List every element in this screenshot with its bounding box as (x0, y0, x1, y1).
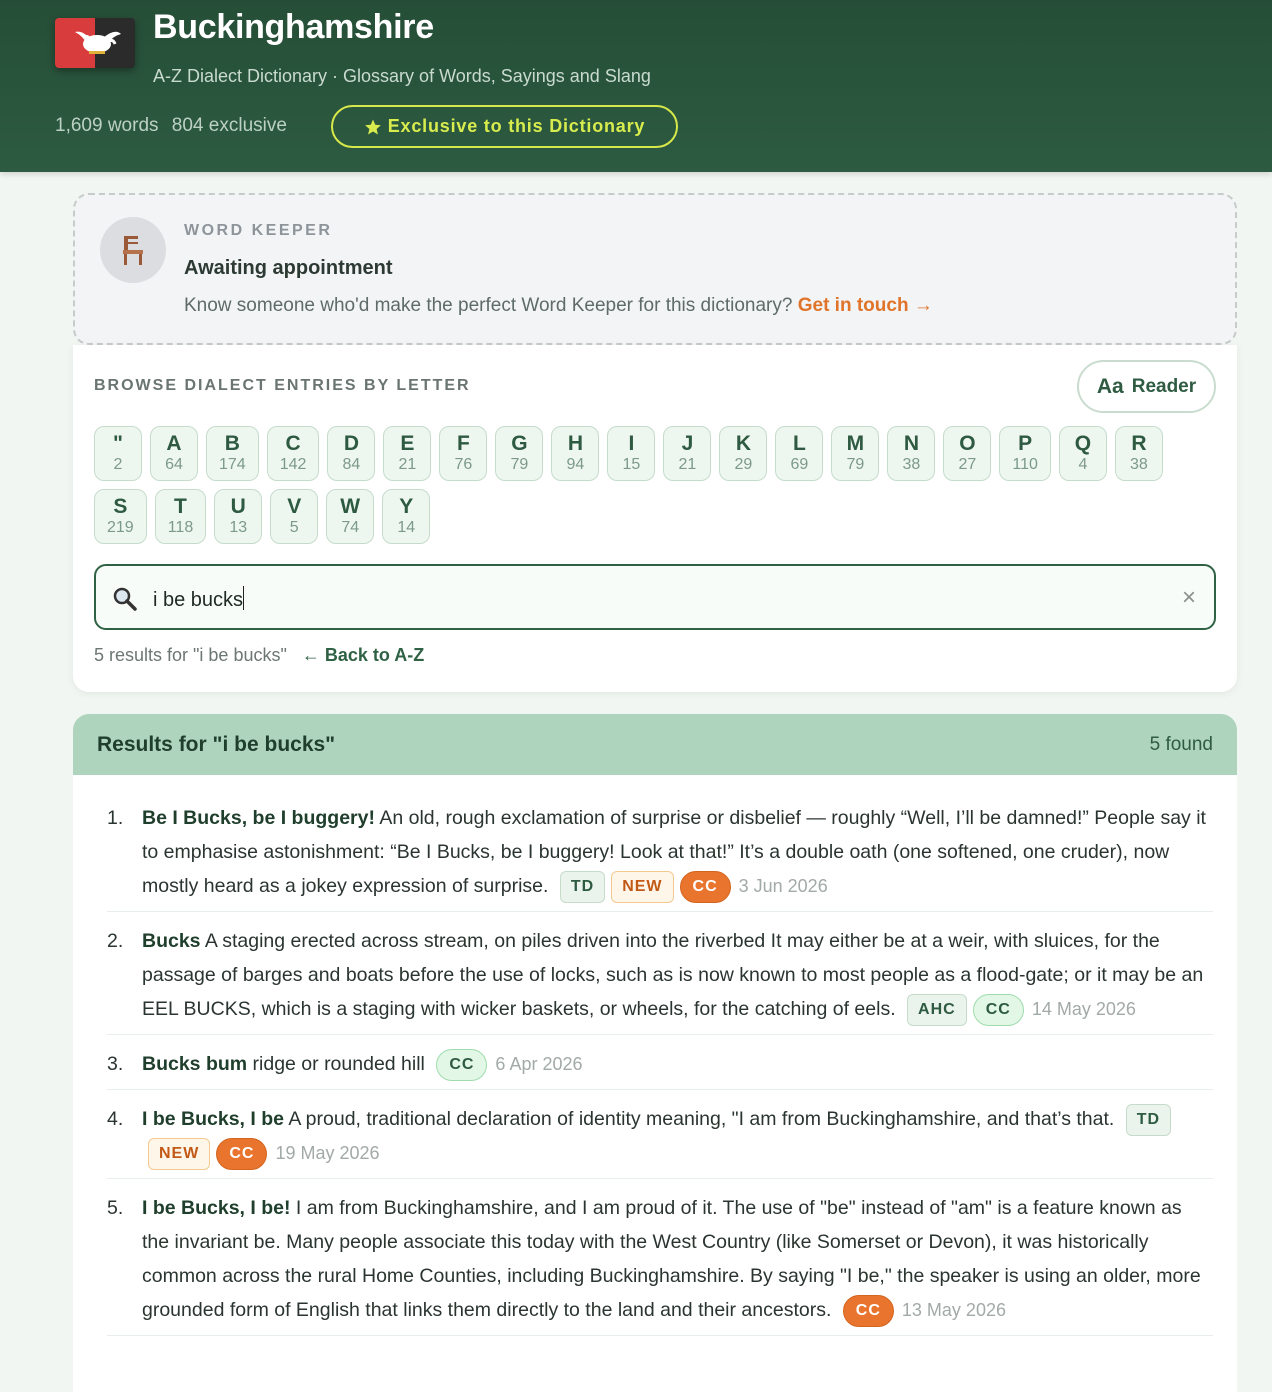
letter-count: 69 (790, 455, 809, 473)
results-title: Results for "i be bucks" (97, 732, 336, 756)
letter-count: 118 (167, 518, 194, 536)
letter-u[interactable] (214, 489, 262, 544)
letter-count: 14 (397, 518, 416, 536)
entry-number: 1. (107, 807, 124, 829)
letter-count: 38 (902, 455, 921, 473)
letter-label: V (287, 494, 302, 518)
star-icon (364, 118, 382, 136)
results-header (73, 714, 1237, 775)
entry-date: 14 May 2026 (1031, 999, 1136, 1019)
letter-count: 21 (398, 455, 417, 473)
entry-body (142, 1191, 1213, 1327)
letter-label: N (903, 431, 919, 455)
entry-word[interactable]: Bucks (142, 930, 201, 952)
tag-cc-badge[interactable]: CC (680, 871, 731, 903)
list-item[interactable] (107, 1102, 1213, 1179)
results-count: 5 found (1149, 733, 1213, 755)
search-result-meta (94, 645, 424, 666)
word-keeper-status: Awaiting appointment (184, 257, 393, 279)
letter-label: P (1018, 431, 1033, 455)
letter-index (94, 426, 1204, 544)
letter-l[interactable] (775, 426, 823, 481)
close-icon[interactable]: × (1181, 584, 1196, 611)
letter-count: 21 (678, 455, 697, 473)
letter-r[interactable] (1115, 426, 1163, 481)
word-keeper-text (184, 295, 933, 317)
letter-label: H (567, 431, 583, 455)
site-subtitle: A-Z Dialect Dictionary · Glossary of Words, Sayings and Slang (153, 66, 651, 86)
entry-number: 5. (107, 1197, 124, 1219)
word-keeper-label: WORD KEEPER (184, 222, 333, 239)
letter-label: U (230, 494, 246, 518)
letter-label: I (628, 431, 635, 455)
entry-word[interactable]: I be Bucks, I be (142, 1108, 284, 1130)
letter-a[interactable] (150, 426, 198, 481)
search-result-count: 5 results for "i be bucks" (94, 645, 287, 665)
letter-count: 5 (289, 518, 299, 536)
letter-count: 15 (622, 455, 641, 473)
entry-date: 6 Apr 2026 (495, 1054, 583, 1074)
letter-label: T (174, 494, 187, 518)
letter-b[interactable] (206, 426, 259, 481)
letter-count: 110 (1012, 455, 1038, 473)
tag-new-badge[interactable]: NEW (148, 1138, 210, 1170)
letter-label: W (340, 494, 361, 518)
word-keeper-card (73, 193, 1237, 345)
letter-c[interactable] (267, 426, 320, 481)
letter-i[interactable] (607, 426, 655, 481)
entry-number: 4. (107, 1108, 124, 1130)
letter-count: 74 (341, 518, 360, 536)
letter-label: F (456, 431, 470, 455)
entry-body (142, 924, 1213, 1026)
letter-label: K (735, 431, 751, 455)
letter-label: G (511, 431, 528, 455)
tag-cc-badge[interactable]: CC (216, 1138, 267, 1170)
letter-count: 79 (846, 455, 865, 473)
letter-g[interactable] (495, 426, 543, 481)
results-card (73, 714, 1237, 1392)
list-item[interactable] (107, 801, 1213, 912)
letter-m[interactable] (831, 426, 879, 481)
letter-count: 84 (342, 455, 361, 473)
letter-d[interactable] (327, 426, 375, 481)
entry-definition: A staging erected across stream, on piles driven into the riverbed It may either be at a weir, with sluices, for the passage of barges and boats before the use of locks, such as is now known to most people as a flood-gate; or it may be an EEL BUCKS, which is a staging with wicker baskets, or wheels, for the catching of eels. (142, 930, 1204, 1020)
results-list (73, 775, 1237, 1336)
letter-o[interactable] (943, 426, 991, 481)
entry-word[interactable]: Be I Bucks, be I buggery! (142, 807, 375, 829)
exclusive-badge-label: Exclusive to this Dictionary (387, 116, 646, 136)
site-header (0, 0, 1272, 172)
site-title: Buckinghamshire (153, 8, 434, 46)
word-stats (55, 115, 295, 137)
letter-count: 2 (113, 455, 123, 473)
browse-card (73, 345, 1237, 692)
entry-date: 13 May 2026 (901, 1300, 1006, 1320)
county-flag-icon (55, 18, 135, 68)
list-item[interactable] (107, 924, 1213, 1035)
letter-label: Y (399, 494, 414, 518)
reader-button[interactable] (1077, 360, 1216, 413)
list-item[interactable] (107, 1047, 1213, 1090)
exclusive-badge[interactable] (331, 105, 678, 148)
entry-number: 3. (107, 1053, 124, 1075)
get-in-touch-link[interactable]: Get in touch → (797, 295, 933, 316)
letter-count: 142 (279, 455, 307, 473)
entry-date: 3 Jun 2026 (738, 876, 828, 896)
letter-count: 29 (734, 455, 753, 473)
letter-k[interactable] (719, 426, 767, 481)
letter-p[interactable] (999, 426, 1051, 481)
tag-cc-badge[interactable]: CC (973, 994, 1024, 1026)
letter-count: 64 (165, 455, 183, 473)
letter-s[interactable] (94, 489, 147, 544)
letter-count: 4 (1078, 455, 1088, 473)
letter-count: 13 (229, 518, 248, 536)
entry-body (142, 801, 1213, 903)
search-value: i be bucks (153, 586, 244, 612)
letter-label: Q (1074, 431, 1092, 455)
letter-label: C (285, 431, 301, 455)
letter-f[interactable] (439, 426, 487, 481)
entry-definition: An old, rough exclamation of surprise or disbelief — roughly “Well, I’ll be damned!” People say it to emphasise astonishment: “Be I Bucks, be I buggery! Look at that!” It’s a double oath (one softened, one cruder), now mostly heard as a jokey expression of surprise. (142, 807, 1206, 897)
tag-td-badge[interactable]: TD (1126, 1104, 1171, 1136)
letter-count: 219 (107, 518, 134, 536)
letter-j[interactable] (663, 426, 711, 481)
letter-label: E (400, 431, 415, 455)
letter-label: R (1131, 431, 1147, 455)
entry-body (142, 1102, 1213, 1170)
list-item[interactable] (107, 1191, 1213, 1336)
entry-date: 19 May 2026 (275, 1143, 380, 1163)
letter-label: A (166, 431, 182, 455)
chair-icon (100, 217, 166, 283)
letter-count: 174 (219, 455, 246, 473)
letter-t[interactable] (155, 489, 207, 544)
letter-y[interactable] (382, 489, 430, 544)
search-icon (112, 586, 138, 612)
letter-label: J (681, 431, 694, 455)
letter-v[interactable] (270, 489, 318, 544)
letter-label: L (792, 431, 806, 455)
tag-td-badge[interactable]: TD (560, 871, 605, 903)
letter-e[interactable] (383, 426, 431, 481)
back-to-az-link[interactable]: ← Back to A-Z (301, 645, 425, 665)
reader-aa-icon: Aa (1096, 374, 1124, 398)
letter-label: D (343, 431, 359, 455)
entry-definition: A proud, traditional declaration of identity meaning, "I am from Buckinghamshire, and that’s that. (288, 1108, 1115, 1130)
letter-label: B (224, 431, 240, 455)
tag-ahc-badge[interactable]: AHC (907, 994, 967, 1026)
entry-body (142, 1047, 1213, 1081)
entry-number: 2. (107, 930, 124, 952)
letter-q[interactable] (1059, 426, 1107, 481)
word-count: 1,609 words (55, 115, 159, 136)
exclusive-count: 804 exclusive (171, 115, 287, 136)
letter-count: 27 (958, 455, 977, 473)
tag-cc-badge[interactable]: CC (436, 1049, 487, 1081)
entry-definition: I am from Buckinghamshire, and I am proud of it. The use of "be" instead of "am" is a feature known as the invariant be. Many people associate this today with the West Country (like Somerset or Devon), it was historically common across the rural Home Counties, including Buckinghamshire. By saying "I be," the speaker is using an older, more grounded form of English that links them directly to the land and their ancestors. (142, 1197, 1201, 1321)
letter-label: M (846, 431, 865, 455)
entry-definition: ridge or rounded hill (252, 1053, 425, 1075)
letter-count: 79 (510, 455, 529, 473)
search-input[interactable] (94, 564, 1216, 630)
entry-word[interactable]: I be Bucks, I be! (142, 1197, 291, 1219)
tag-new-badge[interactable]: NEW (611, 871, 673, 903)
letter-w[interactable] (326, 489, 374, 544)
entry-word[interactable]: Bucks bum (142, 1053, 248, 1075)
word-keeper-prompt: Know someone who'd make the perfect Word Keeper for this dictionary? (184, 295, 793, 316)
letter-label: O (959, 431, 976, 455)
letter-label: " (113, 431, 123, 455)
browse-label: BROWSE DIALECT ENTRIES BY LETTER (94, 377, 471, 394)
letter-count: 94 (566, 455, 585, 473)
letter-n[interactable] (887, 426, 935, 481)
letter-quote[interactable] (94, 426, 142, 481)
letter-h[interactable] (551, 426, 599, 481)
letter-count: 76 (454, 455, 473, 473)
tag-cc-badge[interactable]: CC (843, 1295, 894, 1327)
reader-label: Reader (1131, 375, 1197, 397)
letter-label: S (113, 494, 128, 518)
letter-count: 38 (1130, 455, 1148, 473)
